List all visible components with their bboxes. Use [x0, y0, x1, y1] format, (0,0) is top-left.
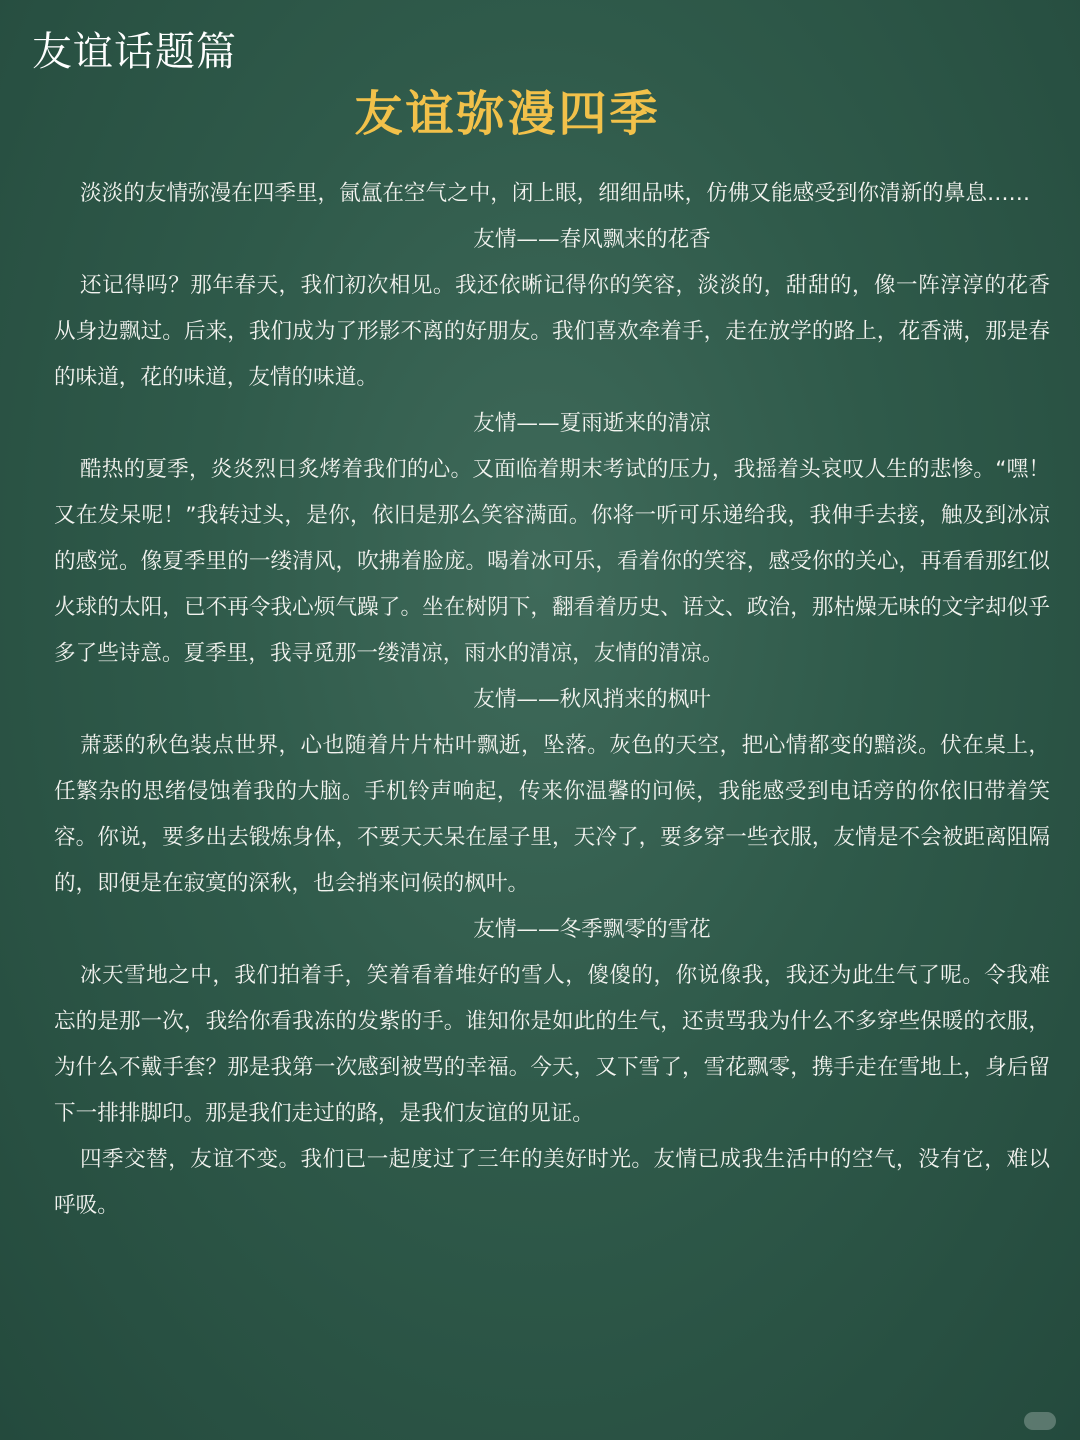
section-body-winter: 冰天雪地之中，我们拍着手，笑着看着堆好的雪人，傻傻的，你说像我，我还为此生气了呢。令我难忘的是那一次，我给你看我冻的发紫的手。谁知你是如此的生气，还责骂我为什么不多穿些保暖的衣服，为什么不戴手套？那是我第一次感到被骂的幸福。今天，又下雪了，雪花飘零，携手走在雪地上，身后留下一排排脚印。那是我们走过的路，是我们友谊的见证。: [54, 963, 1050, 1126]
article: [54, 171, 1050, 1229]
section-body-spring: 还记得吗？那年春天，我们初次相见。我还依晰记得你的笑容，淡淡的，甜甜的，像一阵淳淳的花香从身边飘过。后来，我们成为了形影不离的好朋友。我们喜欢牵着手，走在放学的路上，花香满，那是春的味道，花的味道，友情的味道。: [54, 273, 1050, 390]
intro-paragraph: 淡淡的友情弥漫在四季里，氤氲在空气之中，闭上眼，细细品味，仿佛又能感受到你清新的鼻息……: [80, 181, 1031, 206]
section-body-autumn: 萧瑟的秋色装点世界，心也随着片片枯叶飘逝，坠落。灰色的天空，把心情都变的黯淡。伏在桌上，任繁杂的思绪侵蚀着我的大脑。手机铃声响起，传来你温馨的问候，我能感受到电话旁的你依旧带着笑容。你说，要多出去锻炼身体，不要天天呆在屋子里，天冷了，要多穿一些衣服，友情是不会被距离阻隔的，即便是在寂寞的深秋，也会捎来问候的枫叶。: [54, 733, 1050, 896]
main-title: 友谊弥漫四季: [354, 86, 661, 142]
watermark-logo-icon: [1024, 1412, 1056, 1430]
section-heading-winter: 友情——冬季飘零的雪花: [473, 917, 711, 942]
conclusion-paragraph: 四季交替，友谊不变。我们已一起度过了三年的美好时光。友情已成我生活中的空气，没有它，难以呼吸。: [54, 1147, 1050, 1218]
corner-title: 友谊话题篇: [32, 29, 237, 75]
section-heading-summer: 友情——夏雨逝来的清凉: [473, 411, 711, 436]
section-heading-autumn: 友情——秋风捎来的枫叶: [473, 687, 711, 712]
section-body-summer: 酷热的夏季，炎炎烈日炙烤着我们的心。又面临着期末考试的压力，我摇着头哀叹人生的悲惨。“嘿！又在发呆呢！”我转过头，是你，依旧是那么笑容满面。你将一听可乐递给我，我伸手去接，触及到冰凉的感觉。像夏季里的一缕清风，吹拂着脸庞。喝着冰可乐，看着你的笑容，感受你的关心，再看看那红似火球的太阳，已不再令我心烦气躁了。坐在树阴下，翻看着历史、语文、政治，那枯燥无味的文字却似乎多了些诗意。夏季里，我寻觅那一缕清凉，雨水的清凉，友情的清凉。: [54, 457, 1050, 666]
section-heading-spring: 友情——春风飘来的花香: [473, 227, 711, 252]
